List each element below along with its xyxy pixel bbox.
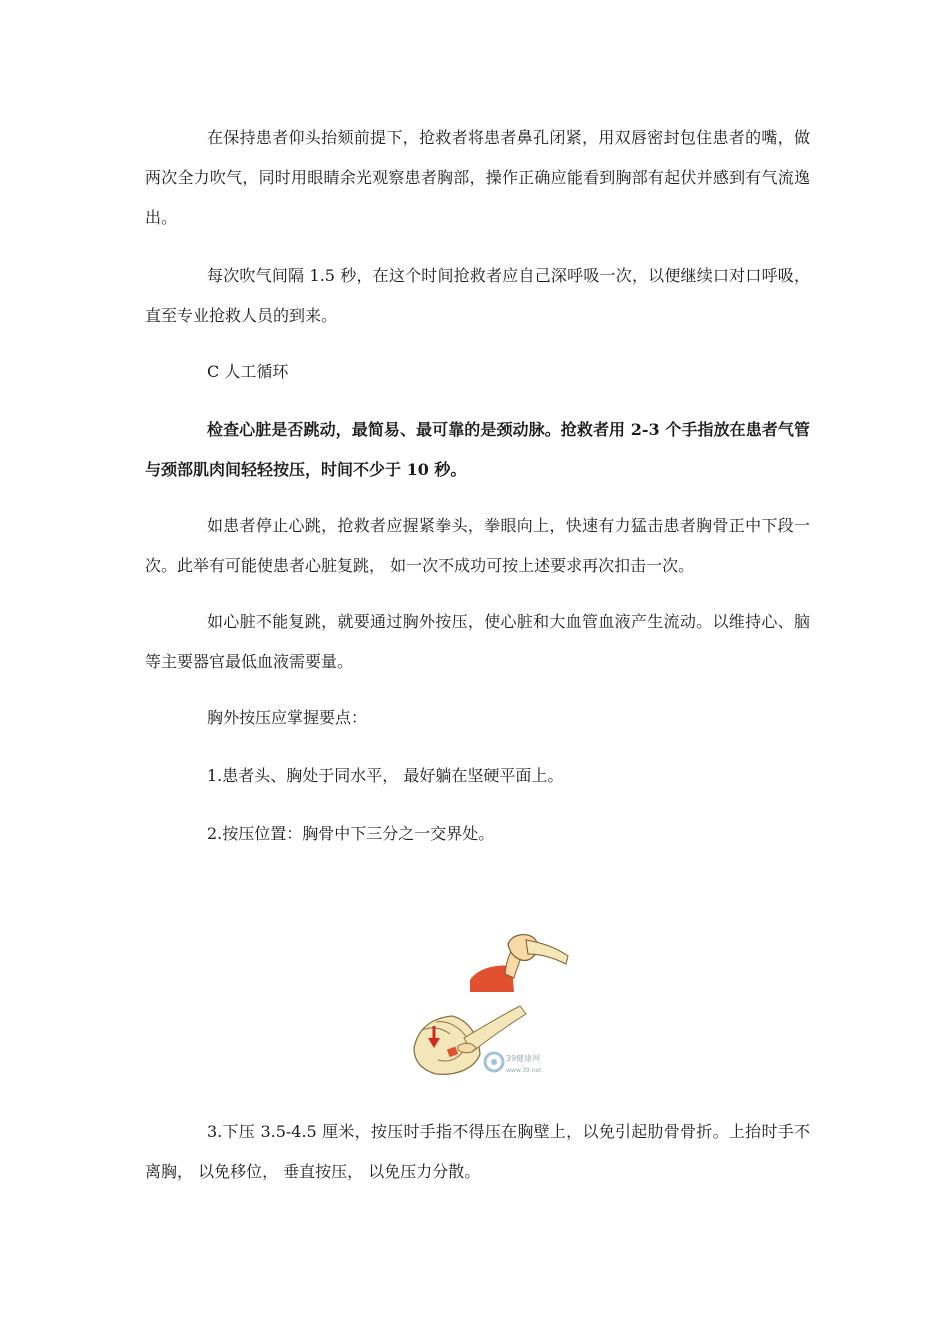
paragraph-rescue-breathing: 在保持患者仰头抬颏前提下，抢救者将患者鼻孔闭紧，用双唇密封包住患者的嘴，做两次全力吹气，同时用眼睛余光观察患者胸部，操作正确应能看到胸部有起伏并感到有气流逸出。 xyxy=(145,128,810,227)
list-item-2: 2.按压位置：胸骨中下三分之一交界处。 xyxy=(207,824,495,843)
paragraph-breath-interval: 每次吹气间隔 1.5 秒，在这个时间抢救者应自己深呼吸一次，以便继续口对口呼吸，直至专业抢救人员的到来。 xyxy=(145,266,810,325)
cpr-illustration xyxy=(408,930,574,1088)
watermark-logo-dot xyxy=(491,1059,497,1065)
list-item-1: 1.患者头、胸处于同水平， 最好躺在坚硬平面上。 xyxy=(207,766,564,785)
paragraph-chest-compression: 如心脏不能复跳，就要通过胸外按压，使心脏和大血管血液产生流动。以维持心、脑等主要器官最低血液需要量。 xyxy=(145,612,810,671)
rescuer-hand-lower xyxy=(458,1043,476,1053)
paragraph-precordial-thump: 如患者停止心跳，抢救者应握紧拳头，拳眼向上，快速有力猛击患者胸骨正中下段一次。此举有可能使患者心脏复跳， 如一次不成功可按上述要求再次扣击一次。 xyxy=(145,516,810,575)
rescuer-hand-upper xyxy=(526,940,568,964)
section-heading-circulation: C 人工循环 xyxy=(207,362,289,381)
watermark-name: 39健康网 xyxy=(506,1054,541,1063)
cpr-illustration-svg xyxy=(408,930,574,1088)
paragraph-key-points-heading: 胸外按压应掌握要点： xyxy=(207,708,368,727)
paragraph-check-pulse: 检查心脏是否跳动，最简易、最可靠的是颈动脉。抢救者用 2-3 个手指放在患者气管与颈部肌肉间轻轻按压，时间不少于 10 秒。 xyxy=(145,420,810,479)
list-item-3: 3.下压 3.5-4.5 厘米，按压时手指不得压在胸壁上，以免引起肋骨骨折。上抬时手不离胸， 以免移位， 垂直按压， 以免压力分散。 xyxy=(145,1122,810,1181)
watermark-url: www.39.net xyxy=(506,1067,542,1074)
